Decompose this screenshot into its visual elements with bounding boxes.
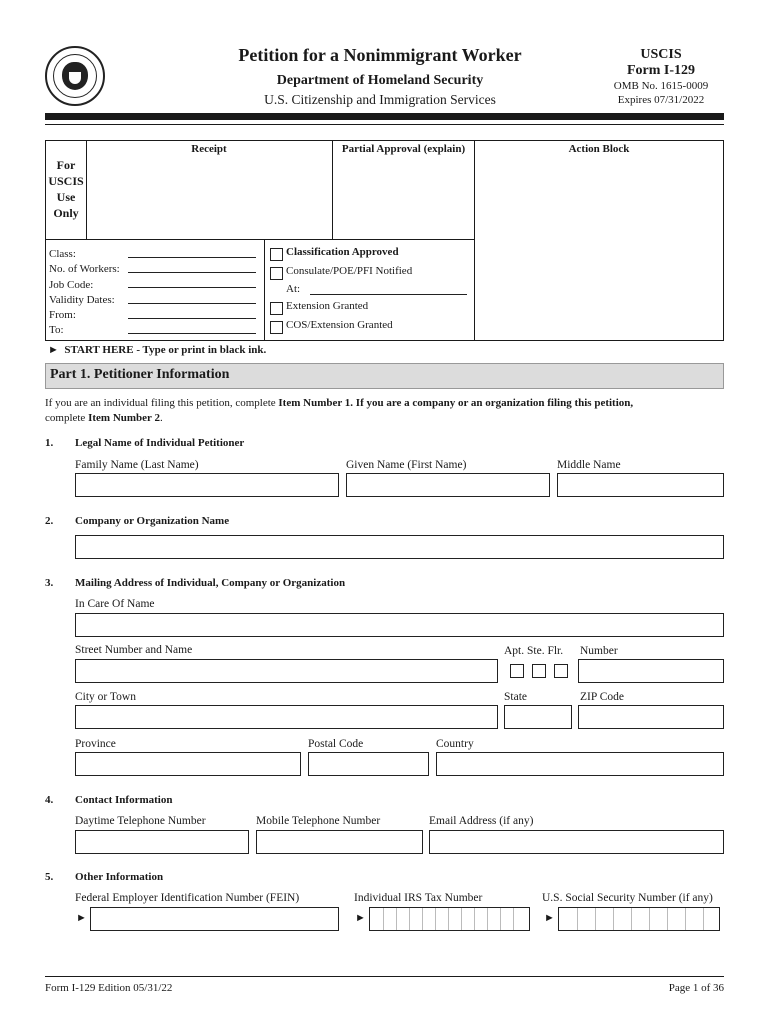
form-number: Form I-129 [626,63,696,78]
workers-line[interactable] [128,272,256,273]
receipt-label: Receipt [191,143,227,155]
family-name-label: Family Name (Last Name) [75,459,199,471]
province-label: Province [75,738,116,750]
state-label: State [504,691,527,703]
street-label: Street Number and Name [75,644,193,656]
city-input[interactable] [75,705,498,729]
state-select[interactable] [504,705,572,729]
item-5-number: 5. [45,871,54,883]
middle-name-label: Middle Name [557,459,621,471]
start-here-instruction: ► START HERE - Type or print in black ink. [48,344,267,356]
item-1-title: Legal Name of Individual Petitioner [75,437,245,449]
apt-checkbox[interactable] [510,664,524,678]
flr-checkbox[interactable] [554,664,568,678]
in-care-of-label: In Care Of Name [75,598,155,610]
uscis-use-box [45,140,724,341]
part1-intro: If you are an individual filing this petition, complete Item Number 1. If you are a company or an organization filing this petition, complete Item Number 2. [45,397,634,424]
uscis-label: USCIS [640,47,682,62]
consulate-notified-checkbox[interactable] [270,267,283,280]
middle-name-input[interactable] [557,473,724,497]
fein-label: Federal Employer Identification Number (FEIN) [75,892,300,904]
fein-input[interactable] [90,907,339,931]
fein-arrow-icon: ► [76,912,87,924]
postal-code-label: Postal Code [308,738,364,750]
daytime-phone-input[interactable] [75,830,249,854]
apt-ste-flr-label: Apt. Ste. Flr. [504,645,564,657]
extension-granted-label: Extension Granted [286,300,369,312]
item-3-title: Mailing Address of Individual, Company or Organization [75,577,346,589]
country-label: Country [436,738,474,750]
given-name-input[interactable] [346,473,550,497]
at-line[interactable] [310,294,467,295]
irs-label: Individual IRS Tax Number [354,892,483,904]
department-name: Department of Homeland Security [276,73,484,88]
country-input[interactable] [436,752,724,776]
for-uscis-label: For USCIS Use Only [48,158,84,220]
given-name-label: Given Name (First Name) [346,459,467,471]
from-line[interactable] [128,318,256,319]
job-code-line[interactable] [128,287,256,288]
ssn-label: U.S. Social Security Number (if any) [542,892,713,904]
item-4-title: Contact Information [75,794,173,806]
validity-line[interactable] [128,303,256,304]
class-fields: Class: No. of Workers: Job Code: Validity Dates: From: To: [49,248,120,337]
item-1-number: 1. [45,437,54,449]
irs-input[interactable] [369,907,530,931]
footer-divider [45,976,724,977]
province-input[interactable] [75,752,301,776]
company-name-input[interactable] [75,535,724,559]
agency-name: U.S. Citizenship and Immigration Services [264,92,496,107]
consulate-notified-label: Consulate/POE/PFI Notified [286,265,413,277]
apt-number-input[interactable] [578,659,724,683]
email-label: Email Address (if any) [429,815,534,827]
action-block-label: Action Block [568,143,630,155]
item-2-title: Company or Organization Name [75,515,230,527]
part1-heading: Part 1. Petitioner Information [50,367,230,382]
footer-page-number: Page 1 of 36 [668,982,724,994]
email-input[interactable] [429,830,724,854]
item-5-title: Other Information [75,871,164,883]
street-input[interactable] [75,659,498,683]
form-title: Petition for a Nonimmigrant Worker [238,45,522,65]
item-2-number: 2. [45,515,54,527]
number-label: Number [580,645,618,657]
cos-extension-label: COS/Extension Granted [286,319,393,331]
class-line[interactable] [128,257,256,258]
header-divider [45,113,724,120]
zip-input[interactable] [578,705,724,729]
postal-code-input[interactable] [308,752,429,776]
city-label: City or Town [75,691,136,703]
ssn-arrow-icon: ► [544,912,555,924]
omb-number: OMB No. 1615-0009 [613,80,709,92]
in-care-of-input[interactable] [75,613,724,637]
classification-approved-checkbox[interactable] [270,248,283,261]
ssn-input[interactable] [558,907,720,931]
dhs-seal-icon [45,46,105,106]
mobile-phone-input[interactable] [256,830,423,854]
header-divider-thin [45,124,724,125]
item-4-number: 4. [45,794,54,806]
item-3-number: 3. [45,577,54,589]
daytime-phone-label: Daytime Telephone Number [75,815,206,827]
footer-edition: Form I-129 Edition 05/31/22 [45,982,173,994]
classification-approved-label: Classification Approved [286,246,399,258]
zip-label: ZIP Code [580,691,624,703]
family-name-input[interactable] [75,473,339,497]
irs-arrow-icon: ► [355,912,366,924]
at-label: At: [286,283,301,295]
partial-approval-label: Partial Approval (explain) [341,143,466,155]
arrow-right-icon: ► [48,344,59,356]
to-line[interactable] [128,333,256,334]
cos-extension-checkbox[interactable] [270,321,283,334]
mobile-phone-label: Mobile Telephone Number [256,815,381,827]
extension-granted-checkbox[interactable] [270,302,283,315]
ste-checkbox[interactable] [532,664,546,678]
expiration-date: Expires 07/31/2022 [617,94,705,106]
